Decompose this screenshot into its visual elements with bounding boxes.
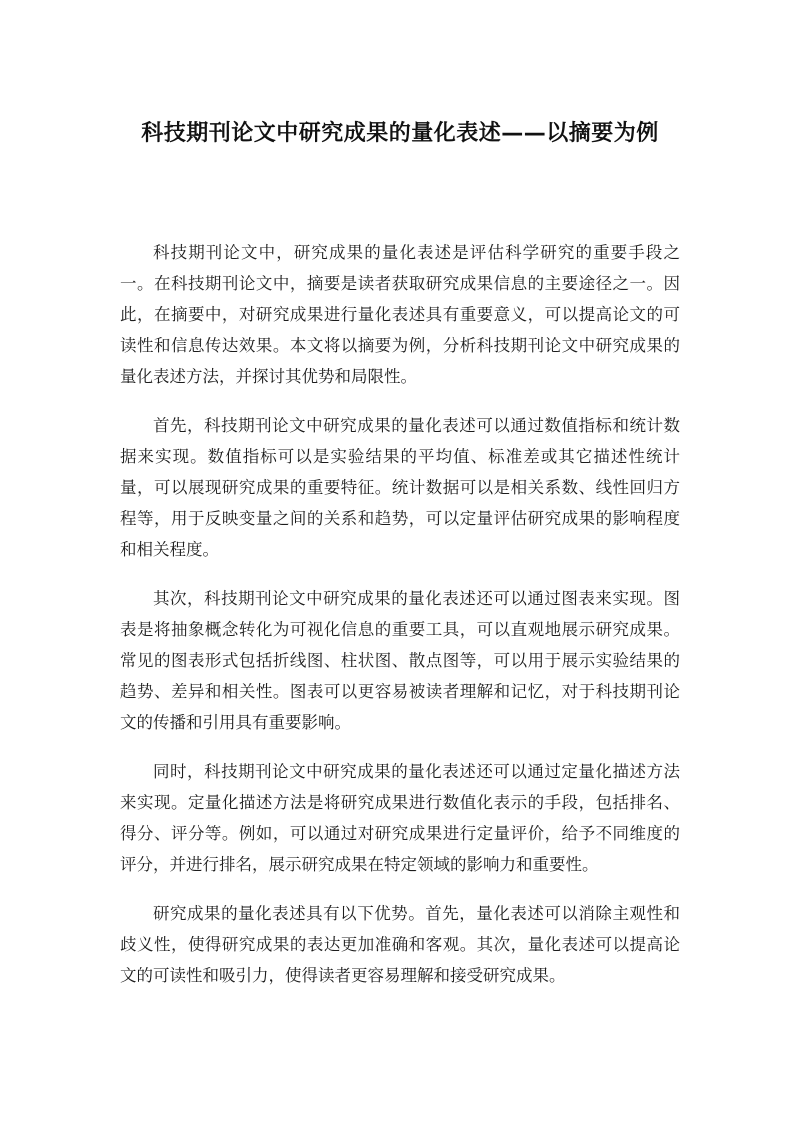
paragraph-charts: 其次，科技期刊论文中研究成果的量化表述还可以通过图表来实现。图表是将抽象概念转化为可视化信息的重要工具，可以直观地展示研究成果。常见的图表形式包括折线图、柱状图、散点图等，可以用于展示实验结果的趋势、差异和相关性。图表可以更容易被读者理解和记忆，对于科技期刊论文的传播和引用具有重要影响。 — [120, 589, 680, 732]
document-title: 科技期刊论文中研究成果的量化表述——以摘要为例 — [141, 121, 659, 146]
document-body — [120, 237, 680, 1009]
paragraph-numeric-indicators: 首先，科技期刊论文中研究成果的量化表述可以通过数值指标和统计数据来实现。数值指标可以是实验结果的平均值、标准差或其它描述性统计量，可以展现研究成果的重要特征。统计数据可以是相关系数、线性回归方程等，用于反映变量之间的关系和趋势，可以定量评估研究成果的影响程度和相关程度。 — [120, 416, 680, 559]
paragraph-quantitative-description: 同时，科技期刊论文中研究成果的量化表述还可以通过定量化描述方法来实现。定量化描述方法是将研究成果进行数值化表示的手段，包括排名、得分、评分等。例如，可以通过对研究成果进行定量评价，给予不同维度的评分，并进行排名，展示研究成果在特定领域的影响力和重要性。 — [120, 762, 680, 874]
paragraph-intro: 科技期刊论文中，研究成果的量化表述是评估科学研究的重要手段之一。在科技期刊论文中，摘要是读者获取研究成果信息的主要途径之一。因此，在摘要中，对研究成果进行量化表述具有重要意义，可以提高论文的可读性和信息传达效果。本文将以摘要为例，分析科技期刊论文中研究成果的量化表述方法，并探讨其优势和局限性。 — [120, 243, 680, 386]
paragraph-advantages: 研究成果的量化表述具有以下优势。首先，量化表述可以消除主观性和歧义性，使得研究成果的表达更加准确和客观。其次，量化表述可以提高论文的可读性和吸引力，使得读者更容易理解和接受研究成果。 — [120, 904, 680, 985]
